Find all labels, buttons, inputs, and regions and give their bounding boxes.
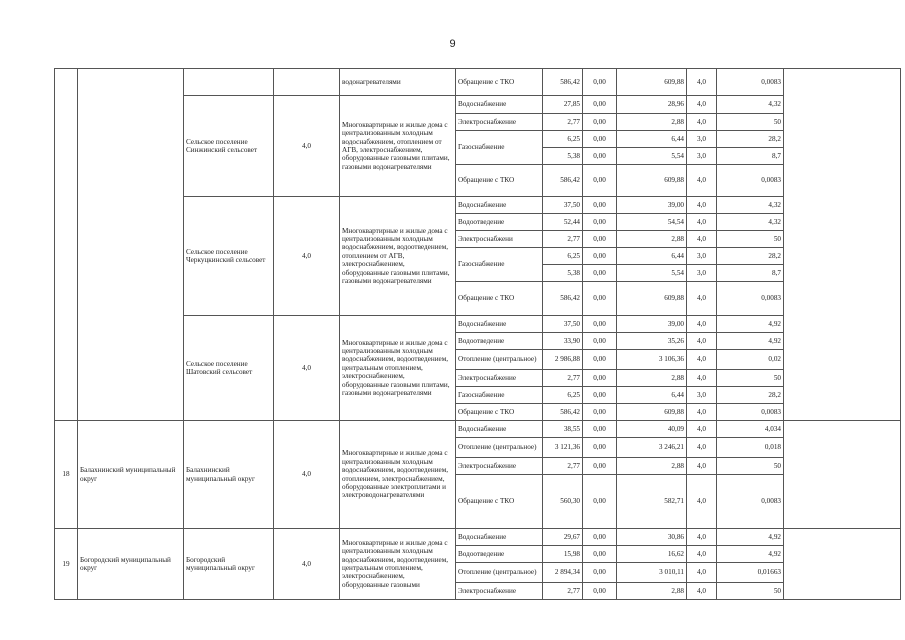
service-name: Газоснабжение (456, 131, 543, 165)
tariff-new-value: 35,26 (617, 333, 687, 350)
row-number-cell (55, 69, 78, 421)
service-name: Обращение с ТКО (456, 165, 543, 197)
tariff-value: 3 121,36 (543, 438, 583, 458)
empty-cell (784, 421, 901, 529)
growth-index: 4,0 (687, 475, 717, 529)
table-row (55, 69, 901, 96)
norm-value: 4,92 (717, 316, 784, 333)
tariff-new-value: 609,88 (617, 69, 687, 96)
service-name: Газоснабжение (456, 387, 543, 404)
tariff-value: 37,50 (543, 197, 583, 214)
housing-description: водонагревателями (340, 69, 456, 96)
norm-value: 0,0083 (717, 475, 784, 529)
coefficient-cell: 4,0 (274, 529, 340, 600)
tariff-new-value: 609,88 (617, 404, 687, 421)
service-name: Отопление (центральное) (456, 438, 543, 458)
coefficient-cell: 4,0 (274, 197, 340, 316)
settlement-cell: Сельское поселение Синжинский сельсовет (184, 96, 274, 197)
norm-value: 4,92 (717, 333, 784, 350)
tariff-new-value: 609,88 (617, 165, 687, 197)
service-name: Водоснабжение (456, 316, 543, 333)
service-name: Отопление (центральное) (456, 350, 543, 370)
zero-value: 0,00 (583, 214, 617, 231)
service-name: Отопление (центральное) (456, 563, 543, 583)
zero-value: 0,00 (583, 350, 617, 370)
tariff-value: 586,42 (543, 165, 583, 197)
tariff-value: 33,90 (543, 333, 583, 350)
tariff-new-value: 39,00 (617, 316, 687, 333)
tariff-new-value: 6,44 (617, 387, 687, 404)
tariff-new-value: 6,44 (617, 131, 687, 148)
municipality-cell (78, 69, 184, 421)
zero-value: 0,00 (583, 231, 617, 248)
growth-index: 4,0 (687, 404, 717, 421)
tariff-new-value: 30,86 (617, 529, 687, 546)
growth-index: 4,0 (687, 214, 717, 231)
tariff-value: 5,38 (543, 148, 583, 165)
service-name: Обращение с ТКО (456, 282, 543, 316)
service-name: Водоотведение (456, 333, 543, 350)
tariff-value: 2,77 (543, 114, 583, 131)
zero-value: 0,00 (583, 197, 617, 214)
settlement-cell (184, 69, 274, 96)
norm-value: 0,0083 (717, 69, 784, 96)
zero-value: 0,00 (583, 248, 617, 265)
service-name: Водоотведение (456, 214, 543, 231)
tariff-new-value: 5,54 (617, 265, 687, 282)
tariff-new-value: 54,54 (617, 214, 687, 231)
growth-index: 3,0 (687, 248, 717, 265)
zero-value: 0,00 (583, 370, 617, 387)
service-name: Газоснабжение (456, 248, 543, 282)
zero-value: 0,00 (583, 529, 617, 546)
tariff-new-value: 609,88 (617, 282, 687, 316)
housing-description: Многоквартирные и жилые дома с централизованным холодным водоснабжением, водоотведением, центральным отоплением, электроснабжением, оборудованные газовыми (340, 529, 456, 600)
tariff-value: 6,25 (543, 387, 583, 404)
growth-index: 3,0 (687, 265, 717, 282)
tariff-value: 6,25 (543, 131, 583, 148)
tariff-value: 586,42 (543, 282, 583, 316)
tariff-new-value: 2,88 (617, 583, 687, 600)
service-name: Электроснабжение (456, 583, 543, 600)
zero-value: 0,00 (583, 165, 617, 197)
tariff-value: 37,50 (543, 316, 583, 333)
tariff-new-value: 6,44 (617, 248, 687, 265)
service-name: Водоснабжение (456, 421, 543, 438)
settlement-cell: Сельское поселение Шатовский сельсовет (184, 316, 274, 421)
service-name: Водоотведение (456, 546, 543, 563)
row-number-cell: 19 (55, 529, 78, 600)
tariff-value: 27,85 (543, 96, 583, 114)
settlement-cell: Сельское поселение Черкуцкинский сельсовет (184, 197, 274, 316)
norm-value: 4,32 (717, 214, 784, 231)
growth-index: 4,0 (687, 370, 717, 387)
growth-index: 4,0 (687, 333, 717, 350)
zero-value: 0,00 (583, 563, 617, 583)
growth-index: 4,0 (687, 96, 717, 114)
coefficient-cell: 4,0 (274, 96, 340, 197)
zero-value: 0,00 (583, 458, 617, 475)
tariff-value: 560,30 (543, 475, 583, 529)
zero-value: 0,00 (583, 583, 617, 600)
tariff-value: 586,42 (543, 404, 583, 421)
norm-value: 0,0083 (717, 404, 784, 421)
housing-description: Многоквартирные и жилые дома с централизованным холодным водоснабжением, отоплением от АГВ, электроснабжением, оборудованные газовыми плитами, газовыми водонагревателями (340, 96, 456, 197)
growth-index: 3,0 (687, 387, 717, 404)
tariff-value: 586,42 (543, 69, 583, 96)
growth-index: 4,0 (687, 546, 717, 563)
service-name: Водоснабжение (456, 96, 543, 114)
zero-value: 0,00 (583, 421, 617, 438)
tariff-value: 2 894,34 (543, 563, 583, 583)
norm-value: 4,32 (717, 96, 784, 114)
zero-value: 0,00 (583, 546, 617, 563)
settlement-cell: Богородский муниципальный округ (184, 529, 274, 600)
zero-value: 0,00 (583, 316, 617, 333)
tariff-value: 29,67 (543, 529, 583, 546)
tariff-new-value: 3 010,11 (617, 563, 687, 583)
tariff-value: 15,98 (543, 546, 583, 563)
norm-value: 0,0083 (717, 282, 784, 316)
growth-index: 4,0 (687, 197, 717, 214)
zero-value: 0,00 (583, 114, 617, 131)
tariff-new-value: 2,88 (617, 370, 687, 387)
tariff-new-value: 16,62 (617, 546, 687, 563)
service-name: Электроснабжение (456, 370, 543, 387)
growth-index: 4,0 (687, 350, 717, 370)
norm-value: 28,2 (717, 131, 784, 148)
growth-index: 4,0 (687, 231, 717, 248)
tariff-new-value: 2,88 (617, 458, 687, 475)
service-name: Электроснабжение (456, 114, 543, 131)
norm-value: 0,02 (717, 350, 784, 370)
tariff-value: 6,25 (543, 248, 583, 265)
housing-description: Многоквартирные и жилые дома с централизованным холодным водоснабжением, водоотведением, отоплением от АГВ, электроснабжением, оборудованные газовыми плитами, газовыми водонагревателями (340, 197, 456, 316)
zero-value: 0,00 (583, 387, 617, 404)
coefficient-cell: 4,0 (274, 316, 340, 421)
growth-index: 4,0 (687, 529, 717, 546)
tariff-new-value: 3 246,21 (617, 438, 687, 458)
zero-value: 0,00 (583, 282, 617, 316)
tariff-value: 2,77 (543, 458, 583, 475)
service-name: Обращение с ТКО (456, 404, 543, 421)
norm-value: 0,01663 (717, 563, 784, 583)
zero-value: 0,00 (583, 69, 617, 96)
growth-index: 4,0 (687, 114, 717, 131)
growth-index: 4,0 (687, 458, 717, 475)
municipality-cell: Балахнинский муниципальный округ (78, 421, 184, 529)
tariff-new-value: 3 106,36 (617, 350, 687, 370)
growth-index: 3,0 (687, 148, 717, 165)
norm-value: 0,0083 (717, 165, 784, 197)
tariff-new-value: 5,54 (617, 148, 687, 165)
norm-value: 50 (717, 114, 784, 131)
growth-index: 4,0 (687, 165, 717, 197)
zero-value: 0,00 (583, 438, 617, 458)
zero-value: 0,00 (583, 475, 617, 529)
growth-index: 4,0 (687, 438, 717, 458)
norm-value: 8,7 (717, 148, 784, 165)
tariff-new-value: 2,88 (617, 231, 687, 248)
norm-value: 50 (717, 583, 784, 600)
row-number-cell: 18 (55, 421, 78, 529)
page-number: 9 (449, 38, 456, 50)
service-name: Электроснабжение (456, 458, 543, 475)
tariff-new-value: 39,00 (617, 197, 687, 214)
settlement-cell: Балахнинский муниципальный округ (184, 421, 274, 529)
tariff-new-value: 40,09 (617, 421, 687, 438)
housing-description: Многоквартирные и жилые дома с централизованным холодным водоснабжением, водоотведением, отоплением, электроснабжением, оборудованные электроплитами и электроводонагревателями (340, 421, 456, 529)
table-row (55, 529, 901, 546)
norm-value: 50 (717, 458, 784, 475)
norm-value: 0,018 (717, 438, 784, 458)
growth-index: 4,0 (687, 282, 717, 316)
coefficient-cell (274, 69, 340, 96)
empty-cell (784, 529, 901, 600)
zero-value: 0,00 (583, 265, 617, 282)
service-name: Обращение с ТКО (456, 69, 543, 96)
tariff-value: 5,38 (543, 265, 583, 282)
tariff-value: 52,44 (543, 214, 583, 231)
norm-value: 50 (717, 231, 784, 248)
zero-value: 0,00 (583, 96, 617, 114)
tariff-new-value: 2,88 (617, 114, 687, 131)
tariff-value: 2 986,88 (543, 350, 583, 370)
empty-cell (784, 69, 901, 421)
growth-index: 3,0 (687, 131, 717, 148)
zero-value: 0,00 (583, 404, 617, 421)
housing-description: Многоквартирные и жилые дома с централизованным холодным водоснабжением, водоотведением, центральным отоплением, электроснабжением, оборудованные газовыми плитами, газовыми водонагревателями (340, 316, 456, 421)
growth-index: 4,0 (687, 563, 717, 583)
zero-value: 0,00 (583, 148, 617, 165)
coefficient-cell: 4,0 (274, 421, 340, 529)
growth-index: 4,0 (687, 421, 717, 438)
norm-value: 4,92 (717, 546, 784, 563)
norm-value: 50 (717, 370, 784, 387)
tariff-value: 38,55 (543, 421, 583, 438)
service-name: Электроснабжени (456, 231, 543, 248)
table-row (55, 421, 901, 438)
norm-value: 8,7 (717, 265, 784, 282)
tariff-value: 2,77 (543, 231, 583, 248)
zero-value: 0,00 (583, 333, 617, 350)
tariff-value: 2,77 (543, 370, 583, 387)
norm-value: 28,2 (717, 248, 784, 265)
norm-value: 4,034 (717, 421, 784, 438)
service-name: Водоснабжение (456, 529, 543, 546)
growth-index: 4,0 (687, 69, 717, 96)
norm-value: 4,32 (717, 197, 784, 214)
norm-value: 28,2 (717, 387, 784, 404)
norm-value: 4,92 (717, 529, 784, 546)
growth-index: 4,0 (687, 583, 717, 600)
service-name: Обращение с ТКО (456, 475, 543, 529)
service-name: Водоснабжение (456, 197, 543, 214)
tariff-table (54, 68, 901, 600)
municipality-cell: Богородский муниципальный округ (78, 529, 184, 600)
tariff-new-value: 28,96 (617, 96, 687, 114)
tariff-new-value: 582,71 (617, 475, 687, 529)
growth-index: 4,0 (687, 316, 717, 333)
tariff-value: 2,77 (543, 583, 583, 600)
zero-value: 0,00 (583, 131, 617, 148)
